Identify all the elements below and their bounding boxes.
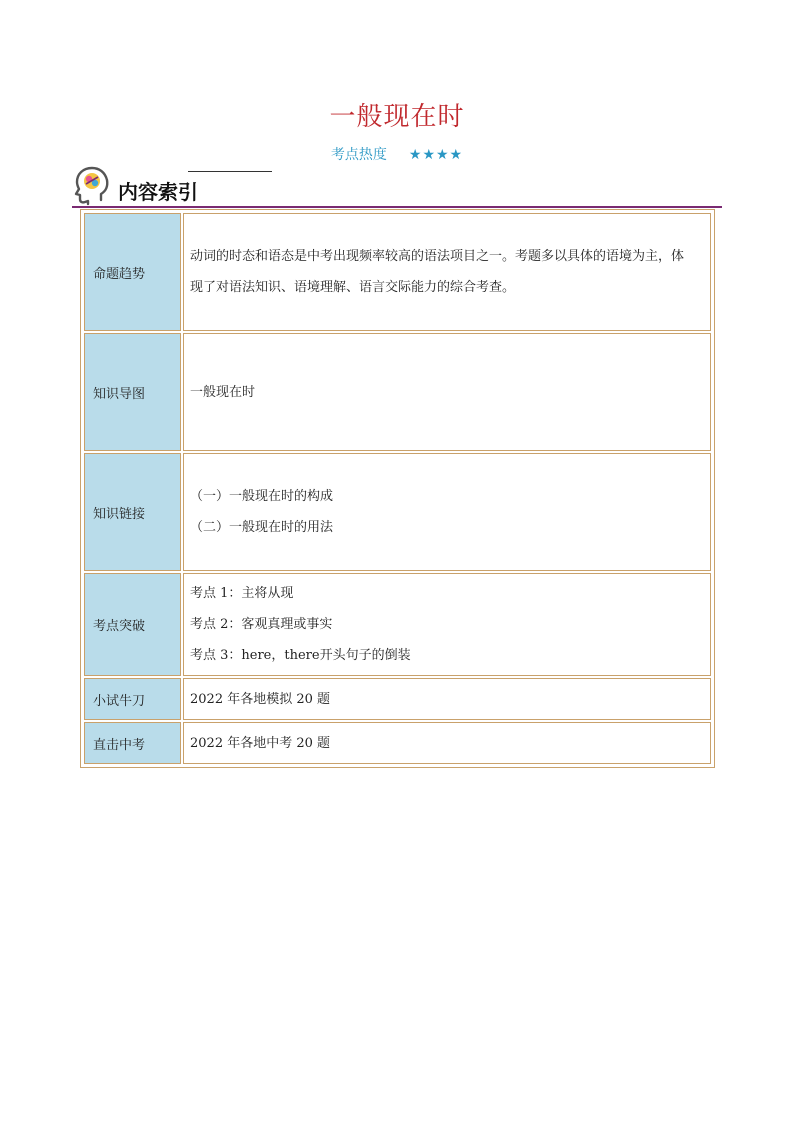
- row-content: [183, 213, 711, 331]
- row-content: [183, 453, 711, 571]
- section-header: [72, 166, 722, 210]
- table-row: [84, 453, 711, 571]
- page-title: 一般现在时: [329, 102, 465, 132]
- hotness-stars: ★★★★: [408, 147, 464, 163]
- row-content: [183, 722, 711, 764]
- table-row: [84, 573, 711, 676]
- hotness-line: [0, 144, 794, 164]
- row-content: [183, 678, 711, 720]
- content-line: 2022 年各地中考 20 题: [190, 735, 331, 751]
- section-divider: [72, 206, 722, 208]
- content-line: 2022 年各地模拟 20 题: [190, 691, 331, 707]
- row-content: [183, 333, 711, 451]
- content-line: 考点 3：here，there开头句子的倒装: [190, 648, 411, 663]
- content-line: 考点 1：主将从现: [190, 586, 294, 601]
- content-line: 现了对语法知识、语境理解、语言交际能力的综合考查。: [190, 280, 516, 295]
- row-label: 知识导图: [84, 333, 181, 451]
- section-title: 内容索引: [118, 180, 198, 204]
- section-topline: [188, 171, 272, 172]
- row-label: 知识链接: [84, 453, 181, 571]
- head-brain-icon: [74, 166, 110, 206]
- content-index-table: [80, 209, 715, 768]
- row-label: 小试牛刀: [84, 678, 181, 720]
- table-row: [84, 333, 711, 451]
- row-content: [183, 573, 711, 676]
- hotness-label: 考点热度: [330, 147, 387, 163]
- table-row: [84, 722, 711, 764]
- content-line: 动词的时态和语态是中考出现频率较高的语法项目之一。考题多以具体的语境为主，体: [190, 249, 685, 264]
- content-line: 考点 2：客观真理或事实: [190, 617, 333, 632]
- table-row: [84, 213, 711, 331]
- row-label: 考点突破: [84, 573, 181, 676]
- content-line: （一）一般现在时的构成: [190, 489, 334, 504]
- row-label: 直击中考: [84, 722, 181, 764]
- content-line: 一般现在时: [190, 384, 256, 400]
- content-line: （二）一般现在时的用法: [190, 520, 334, 535]
- row-label: 命题趋势: [84, 213, 181, 331]
- table-row: [84, 678, 711, 720]
